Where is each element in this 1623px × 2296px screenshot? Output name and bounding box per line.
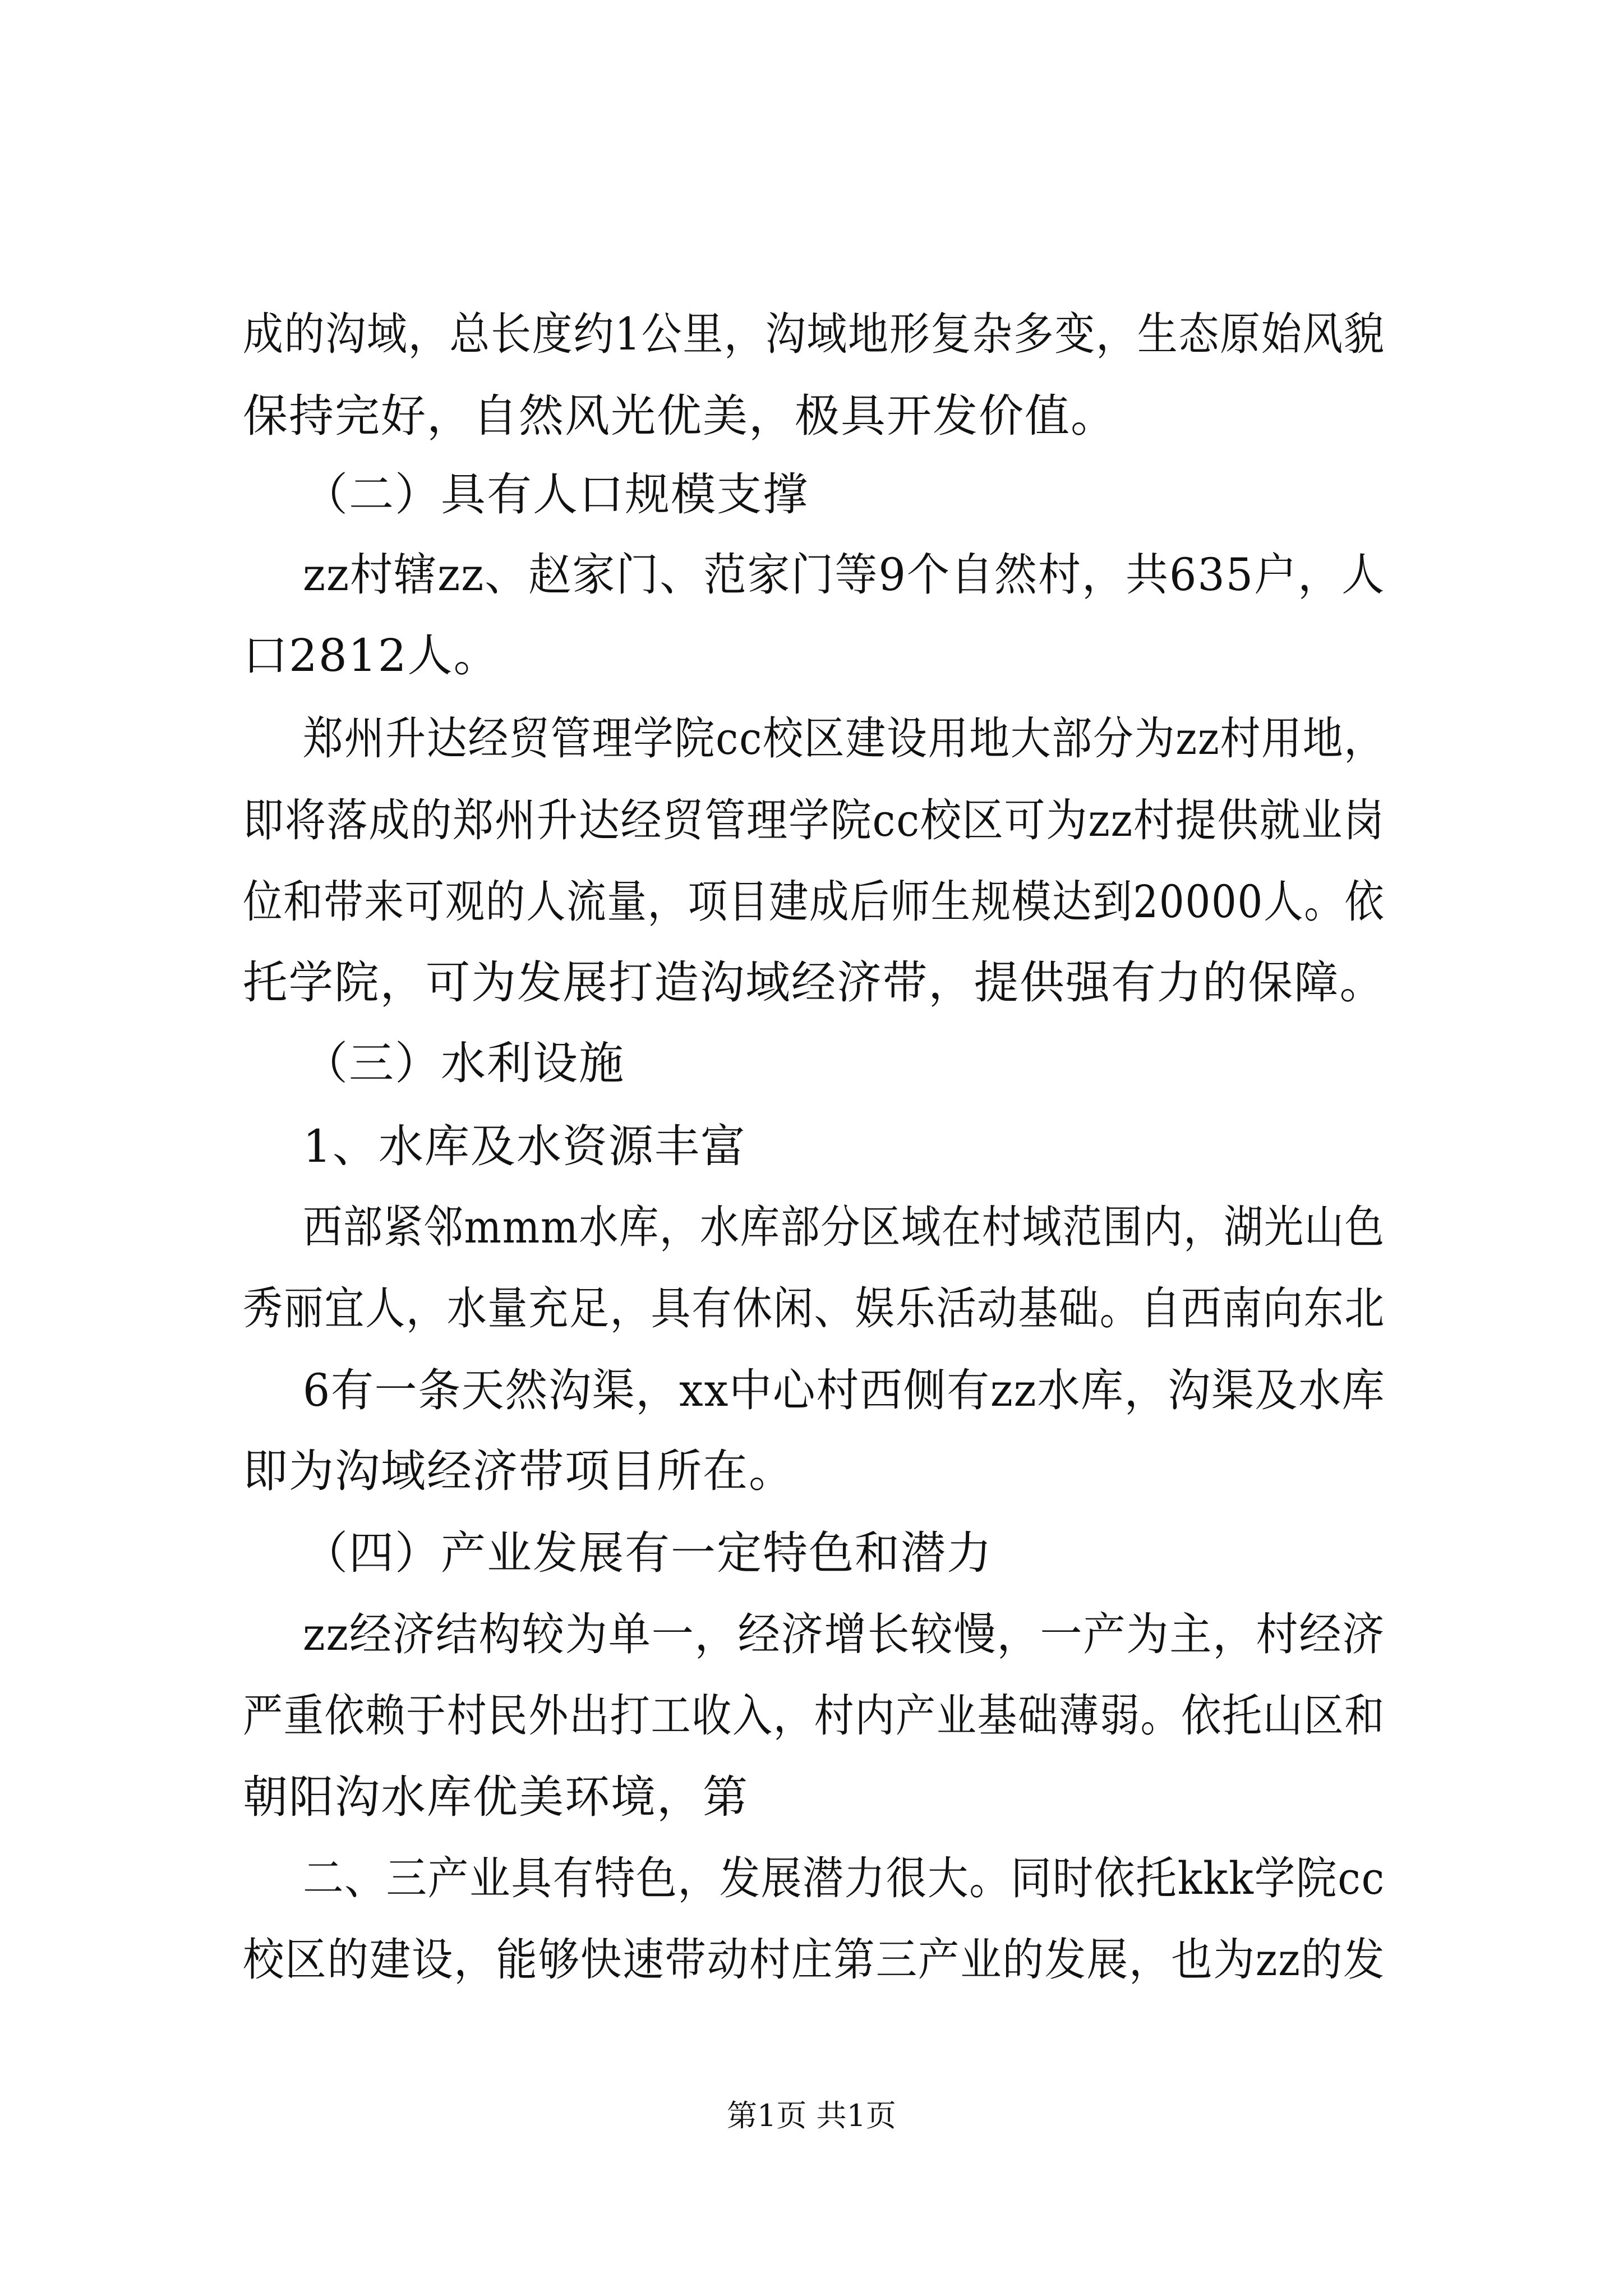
text-line: 托学院，可为发展打造沟域经济带，提供强有力的保障。 (243, 956, 1385, 1009)
text-line: 朝阳沟水库优美环境，第 (243, 1771, 749, 1823)
section-heading: （四）产业发展有一定特色和潜力 (303, 1527, 993, 1579)
section-heading: （二）具有人口规模支撑 (303, 468, 809, 521)
text-line: 口2812人。 (243, 629, 500, 682)
text-line: 校区的建设，能够快速带动村庄第三产业的发展，也为zz的发 (243, 1934, 1386, 1986)
text-line: 位和带来可观的人流量，项目建成后师生规模达到20000人。依 (243, 876, 1385, 928)
text-line: 严重依赖于村民外出打工收入，村内产业基础薄弱。依托山区和 (243, 1690, 1385, 1742)
text-line: 二、三产业具有特色，发展潜力很大。同时依托kkk学院cc (303, 1852, 1386, 1904)
text-line: 即将落成的郑州升达经贸管理学院cc校区可为zz村提供就业岗 (243, 794, 1385, 846)
text-line: zz村辖zz、赵家门、范家门等9个自然村，共635户，人 (303, 549, 1386, 601)
sub-heading: 1、水库及水资源丰富 (303, 1120, 746, 1172)
text-line: 即为沟域经济带项目所在。 (243, 1445, 795, 1497)
text-line: 西部紧邻mmm水库，水库部分区域在村域范围内，湖光山色 (303, 1201, 1385, 1253)
text-line: 秀丽宜人，水量充足，具有休闲、娱乐活动基础。自西南向东北 (243, 1282, 1385, 1335)
page-footer: 第1页 共1页 (727, 2098, 896, 2133)
text-line: 郑州升达经贸管理学院cc校区建设用地大部分为zz村用地， (303, 712, 1385, 765)
text-line: 保持完好，自然风光优美，极具开发价值。 (243, 390, 1117, 442)
text-line: 成的沟域，总长度约1公里，沟域地形复杂多变，生态原始风貌 (243, 308, 1385, 360)
text-line: zz经济结构较为单一，经济增长较慢，一产为主，村经济 (303, 1608, 1386, 1660)
section-heading: （三）水利设施 (303, 1037, 625, 1089)
text-line: 6有一条天然沟渠，xx中心村西侧有zz水库，沟渠及水库 (303, 1364, 1386, 1416)
